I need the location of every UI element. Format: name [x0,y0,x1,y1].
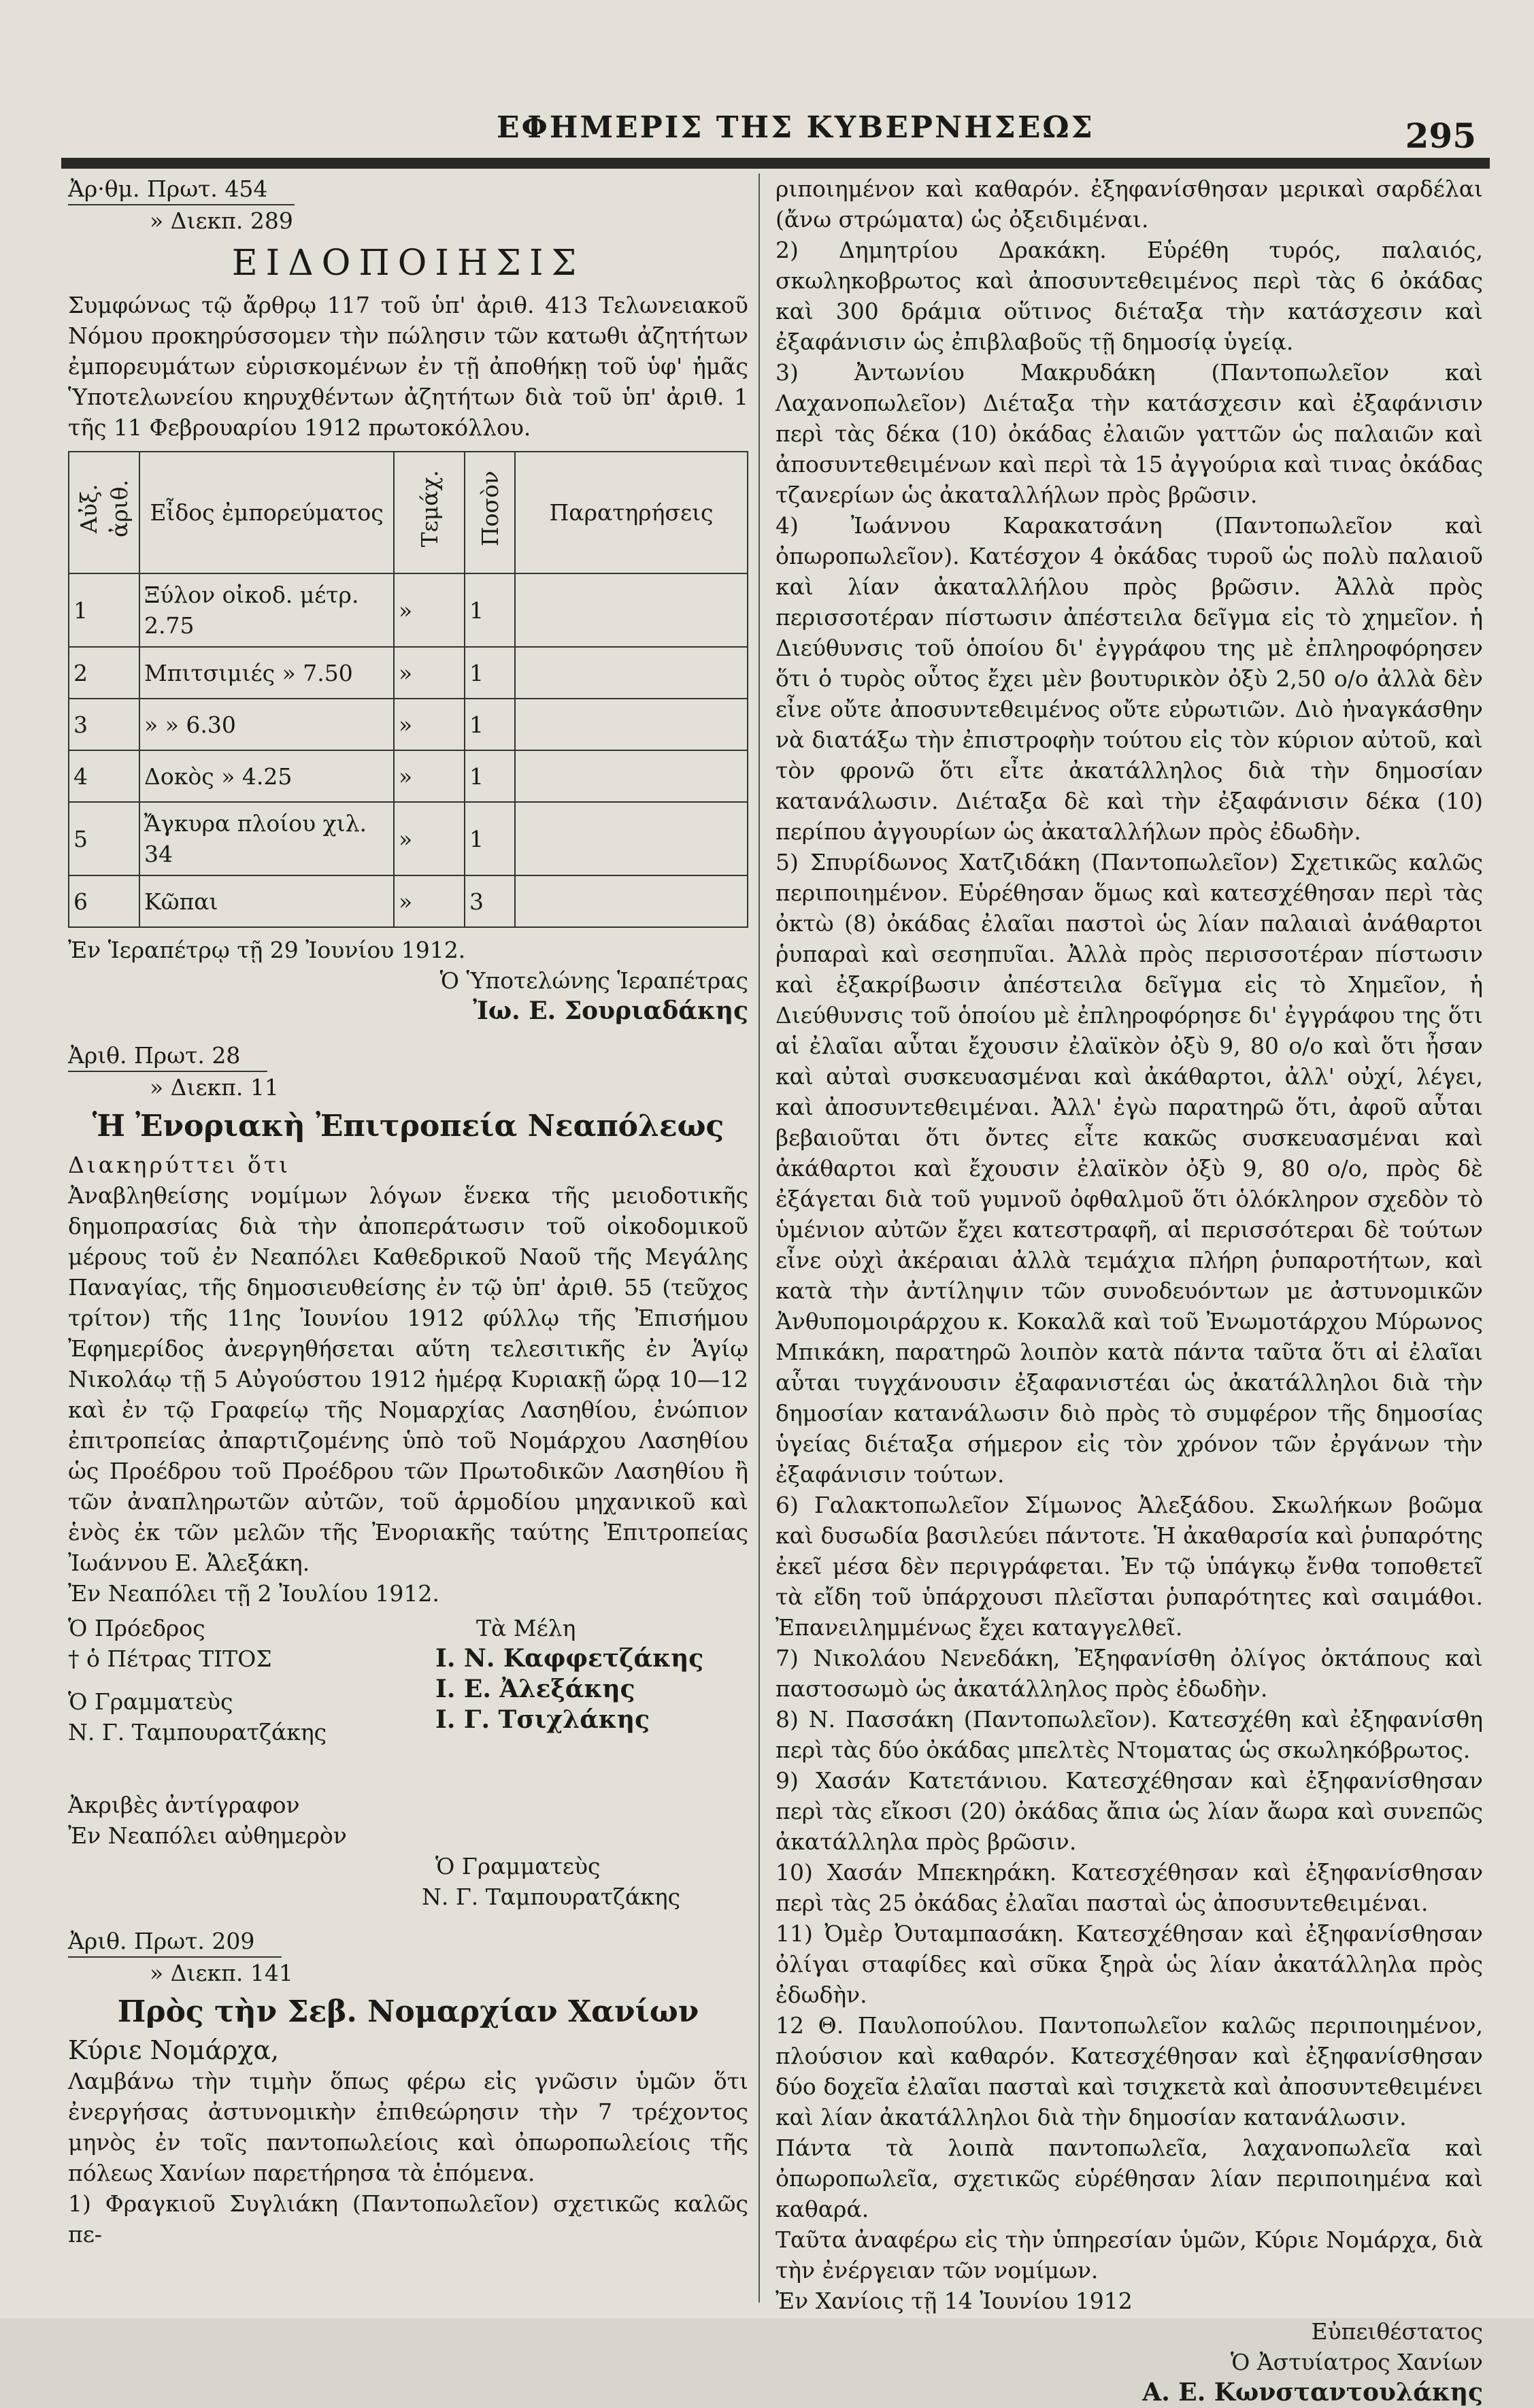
report-paragraph: 2) Δημητρίου Δρακάκη. Εὑρέθη τυρός, παλαιός, σκωληκοβρωτος καὶ ἀποσυντεθειμένος περὶ τὰς 6 ὀκάδας καὶ 300 δράμια οὕτινος διέταξα τὴν κατάσχεσιν καὶ ἐξαφάνισιν ὡς ἐπιβλαβοῦς τῇ δημοσίᾳ ὑγείᾳ. [776,237,1483,355]
report-paragraph: ριποιημένον καὶ καθαρόν. ἐξηφανίσθησαν μερικαὶ σαρδέλαι (ἄνω στρώματα) ὡς ὀξειδιμέναι. [776,175,1483,233]
member-name: Ι. Ν. Καφφετζάκης [435,1644,704,1673]
closing: Εὐπειθέστατος [1311,2318,1483,2345]
report-paragraph: 12 Θ. Παυλοπούλου. Παντοπωλεῖον καλῶς περιποιημένον, πλούσιον καὶ καθαρόν. Κατεσχέθησαν καὶ ἐξηφανίσθησαν δύο δοχεῖα ἐλαῖαι πασταὶ καὶ τσιχκετὰ καὶ ἀποσυντεθειμένει καὶ λίαν ἀκατάλληλοι διὰ τὴν δημοσίαν κατανάλωσιν. [776,2012,1483,2130]
cell: 3 [465,875,515,927]
notice-body: Λαμβάνω τὴν τιμὴν ὅπως φέρω εἰς γνῶσιν ὑμῶν ὅτι ἐνεργήσας ἀστυνομικὴν ἐπιθεώρησιν τὴν 7 τρέχοντος μηνὸς ἐν τοῖς παντοπωλείοις καὶ ὀπωροπωλείοις τῆς πόλεως Χανίων παρετήρησα τὰ ἑπόμενα. [68,2068,748,2186]
president-label: Ὁ Πρόεδρος [68,1615,205,1641]
cell: Ἄγκυρα πλοίου χιλ. 34 [139,802,394,875]
cell [515,699,748,750]
announce-line: Διακηρύττει ὅτι [68,1152,291,1178]
goods-table [68,451,748,928]
cell: 1 [465,699,515,750]
table-row [69,647,748,699]
report-item: 1) Φραγκιοῦ Συγλιάκη (Παντοπωλεῖον) σχετικῶς καλῶς πε- [68,2190,748,2247]
right-column [776,173,1483,2408]
table-row [69,802,748,875]
secretary-name: Ν. Γ. Ταμπουρατζάκης [68,1719,327,1745]
cell: Ξύλον οἰκοδ. μέτρ. 2.75 [139,573,394,647]
salutation: Κύριε Νομάρχα, [68,2035,280,2065]
cell: 3 [69,699,139,750]
report-paragraph: 10) Χασάν Μπεκηράκη. Κατεσχέθησαν καὶ ἐξηφανίσθησαν περὶ τὰς 25 ὀκάδας ἐλαῖαι πασταὶ ὡς ἀποσυντεθειμέναι. [776,1859,1483,1916]
cell: 1 [69,573,139,647]
cell: Μπιτσιμιές » 7.50 [139,647,394,699]
column-header: Τεμάχ. [394,452,465,573]
cell [515,802,748,875]
cell: » [394,750,465,802]
cell [515,573,748,647]
report-paragraph: Ταῦτα ἀναφέρω εἰς τὴν ὑπηρεσίαν ὑμῶν, Κύριε Νομάρχα, διὰ τὴν ἐνέργειαν τῶν νομίμων. [776,2226,1483,2284]
president-block [68,1613,327,1748]
place-date: Ἐν Ἱεραπέτρῳ τῇ 29 Ἰουνίου 1912. [68,937,466,963]
place-date: Ἐν Νεαπόλει τῇ 2 Ἰουλίου 1912. [68,1580,439,1607]
copy-note: Ἐν Νεαπόλει αὐθημερὸν [68,1822,347,1849]
report-paragraph: 8) Ν. Πασσάκη (Παντοπωλεῖον). Κατεσχέθη καὶ ἐξηφανίσθη περὶ τὰς δύο ὀκάδας μπελτὲς Ντοματας ὡς σκωληκόβρωτος. [776,1706,1483,1763]
signer-title: Ὁ Ὑποτελώνης Ἱεραπέτρας [439,967,748,994]
report-paragraph: 7) Νικολάου Νενεδάκη, Ἐξηφανίσθη ὀλίγος ὀκτάπους καὶ παστοσωμὸ ὡς ἀκατάλληλος πρὸς ἐδωδὴν. [776,1645,1483,1702]
cell: 2 [69,647,139,699]
dispatch-number: » Διεκπ. 141 [150,1960,293,1986]
notice-body: Ἀναβληθείσης νομίμων λόγων ἕνεκα τῆς μειοδοτικῆς δημοπρασίας διὰ τὴν ἀποπεράτωσιν τοῦ οἰκοδομικοῦ μέρους τοῦ ἐν Νεαπόλει Καθεδρικοῦ Ναοῦ τῆς Μεγάλης Παναγίας, τῆς δημοσιευθείσης ἐν τῷ ὑπ' ἀριθ. 55 (τεῦχος τρίτον) τῆς 11ης Ἰουνίου 1912 φύλλῳ τῆς Ἐπισήμου Ἐφημερίδος ἀνεργηθήσεται αὕτη τελεσιτικῆς ἐν Ἁγίῳ Νικολάῳ τῇ 5 Αὐγούστου 1912 ἡμέρᾳ Κυριακῇ ὥρᾳ 10—12 καὶ ἐν τῷ Γραφείῳ τῆς Νομαρχίας Λασηθίου, ἐνώπιον ἐπιτροπείας ἀπαρτιζομένης ὑπὸ τοῦ Νομάρχου Λασηθίου ὡς Προέδρου τοῦ Προέδρου τῶν Πρωτοδικῶν Λασηθίου ἢ τῶν ἀναπληρωτῶν αὐτῶν, τοῦ ἁρμοδίου μηχανικοῦ καὶ ἑνὸς ἐκ τῶν μελῶν τῆς Ἐνοριακῆς ταύτης Ἐπιτροπείας Ἰωάννου Ε. Ἀλεξάκη. [68,1182,748,1576]
cell: » [394,802,465,875]
cell: » [394,875,465,927]
table-row [69,699,748,750]
protocol-number: Ἀριθ. Πρωτ. 209 [68,1926,748,1958]
secretary-label: Ὁ Γραμματεὺς [435,1853,601,1879]
dispatch-number: » Διεκπ. 289 [150,207,293,234]
gazette-title: ΕΦΗΜΕΡΙΣ ΤΗΣ ΚΥΒΕΡΝΗΣΕΩΣ [497,110,1095,145]
report-paragraph: 11) Ὀμὲρ Ὀυταμπασάκη. Κατεσχέθησαν καὶ ἐξηφανίσθησαν ὀλίγαι σταφίδες καὶ σῦκα ξηρὰ ὡς λίαν ἀκατάλληλα πρὸς ἐδωδὴν. [776,1920,1483,2008]
cell: » [394,647,465,699]
cell: » [394,573,465,647]
left-column [68,173,748,2250]
report-paragraph: 5) Σπυρίδωνος Χατζιδάκη (Παντοπωλεῖον) Σχετικῶς καλῶς περιποιημένον. Εὑρέθησαν ὅμως καὶ κατεσχέθησαν περὶ τὰς ὀκτὼ (8) ὀκάδας ἐλαῖαι παστοὶ ὡς λίαν παλαιαὶ ἀνάθαρτοι ῥυπαραὶ καὶ σεσηπυῖαι. Ἀλλὰ πρὸς περισσοτέραν πίστωσιν καὶ ἐξακρίβωσιν ἀπέστειλα δεῖγμα εἰς τὸ Χημεῖον, ἡ Διεύθυνσις τοῦ ὁποίου μὲ ἐπληροφόρησε δι' ἐγγράφου της ὅτι αἱ ἐλαῖαι αὗται ἔχουσιν ἐλαϊκὸν ὀξὺ 9, 80 ο/ο καὶ ὅτι ἦσαν καὶ αὐταὶ συσκευασμέναι καὶ ἀκάθαρτοι, ἀλλ' οὐχί, λέγει, καὶ ἀποσυντεθειμέναι. Ἀλλ' ἐγὼ παρατηρῶ ὅτι, ἀφοῦ αὗται βεβαιοῦται ὅτι ὄντες εἶτε κακῶς συσκευασμέναι καὶ ἀκάθαρτοι καὶ ἔχουσιν ἐλαϊκὸν ὀξὺ 9, 80 ο/ο, πρὸς δὲ ἐξάγεται διὰ τοῦ γυμνοῦ ὀφθαλμοῦ ὅτι ὁλόκληρον σχεδὸν τὸ ὑμένιον αὐτῶν ἔχει κατεστραφῆ, αἱ περισσότεραι δὲ τούτων εἶνε οὐχὶ ἀκέραιαι ἀλλὰ τεμάχια πλήρη ῥυπαροτήτων, καὶ κατὰ τὴν ἀντίληψιν τῶν συνοδευόντων με ἀστυνομικῶν Ἀνθυπομοιράρχου κ. Κοκαλᾶ καὶ τοῦ Ἐνωμοτάρχου Μύρωνος Μπικάκη, παρατηρῶ λοιπὸν κατὰ πάντα ταῦτα ὅτι αἱ ἐλαῖαι αὗται τυγχάνουσιν ἐξαφανιστέαι ὡς ἀκατάλληλοι διὰ τὴν δημοσίαν κατανάλωσιν διὸ πρὸς τὸ συμφέρον τῆς δημοσίας ὑγείας διέταξα σήμερον εἰς τὸν χρόνον τῶν ἐργάνων τὴν ἐξαφάνισιν τούτων. [776,849,1483,1488]
copy-note: Ἀκριβὲς ἀντίγραφον [68,1792,300,1818]
report-paragraph: Πάντα τὰ λοιπὰ παντοπωλεῖα, λαχανοπωλεῖα καὶ ὀπωροπωλεῖα, σχετικῶς εὑρέθησαν λίαν περιποιημένα καὶ καθαρά. [776,2135,1483,2222]
signer-name: Α. Ε. Κωνσταντουλάκης [1142,2378,1483,2407]
cell [515,750,748,802]
page-header [61,95,1490,156]
protocol-number: Ἀρ·θμ. Πρωτ. 454 [68,173,748,205]
dispatch-number: » Διεκπ. 11 [150,1074,279,1101]
header-rule [61,158,1490,169]
members-block [435,1613,703,1735]
secretary-name: Ν. Γ. Ταμπουρατζάκης [422,1884,681,1910]
cell: 6 [69,875,139,927]
cell [515,875,748,927]
signatures-block [68,1613,748,1790]
signer-title: Ὁ Ἀστυίατρος Χανίων [1231,2349,1483,2375]
report-paragraph: 6) Γαλακτοπωλεῖον Σίμωνος Ἀλεξάδου. Σκωλήκων βοῶμα καὶ δυσωδία βασιλεύει πάντοτε. Ἡ ἀκαθαρσία καὶ ῥυπαρότης ἐκεῖ μέσα δὲν περιγράφεται. Ἐν τῷ ὑπάγκῳ ἔνθα τοποθετεῖ τὰ εἴδη τοῦ ὑπάρχουσι πλεῖσται ῥυπαρότητες καὶ σαιμάθοι. Ἐπανειλημμένως ἔχει καταγγελθεῖ. [776,1492,1483,1641]
table-header-row [69,452,748,573]
cell: 1 [465,802,515,875]
place-date: Ἐν Χανίοις τῇ 14 Ἰουνίου 1912 [776,2288,1133,2314]
cell: » » 6.30 [139,699,394,750]
cell: » [394,699,465,750]
cell: 1 [465,647,515,699]
member-name: Ι. Γ. Τσιχλάκης [435,1705,650,1734]
column-header: Παρατηρήσεις [515,452,748,573]
cell [515,647,748,699]
column-divider [758,173,760,2303]
table-row [69,750,748,802]
cell: 4 [69,750,139,802]
report-paragraph: 4) Ἰωάννου Καρακατσάνη (Παντοπωλεῖον καὶ ὀπωροπωλεῖον). Κατέσχον 4 ὀκάδας τυροῦ ὡς πολὺ παλαιοῦ καὶ λίαν ἀκαταλλήλου πρὸς βρῶσιν. Ἀλλὰ πρὸς περισσοτέραν πίστωσιν ἀπέστειλα δεῖγμα εἰς τὸ χημεῖον. ἡ Διεύθυνσις τοῦ ὁποίου δι' ἐγγράφου της μὲ ἐπληροφόρησεν ὅτι ὁ τυρὸς οὗτος ἔχει μὲν βουτυρικὸν ὀξὺ 2,50 ο/ο ἀλλὰ δὲν εἶνε οὔτε ἀποσυντεθειμένος οὔτε εὐρωτιῶν. Διὸ ἠναγκάσθην νὰ διατάξω τὴν ἐπιστροφὴν τούτου εἰς τὸν κύριον αὐτοῦ, καὶ τὸν φρονῶ ὅτι εἶτε ἀκατάλληλος διὰ τὴν δημοσίαν κατανάλωσιν. Διέταξα δὲ καὶ τὴν ἐξαφάνισιν δέκα (10) περίπου ἀγγουρίων ὡς ἀκαταλλήλων πρὸς ἐδωδὴν. [776,512,1483,845]
cell: 1 [465,573,515,647]
notice-body: Συμφώνως τῷ ἄρθρῳ 117 τοῦ ὑπ' ἀριθ. 413 Τελωνειακοῦ Νόμου προκηρύσσομεν τὴν πώλησιν τῶν κατωθι ἀζητήτων ἐμπορευμάτων εὑρισκομένων ἐν τῇ ἀποθήκῃ τοῦ ὑφ' ἡμᾶς Ὑποτελωνείου κηρυχθέντων ἀζητήτων διὰ τοῦ ὑπ' ἀριθ. 1 τῆς 11 Φεβρουαρίου 1912 πρωτοκόλλου. [68,292,748,441]
president-name: † ὁ Πέτρας ΤΙΤΟΣ [68,1645,272,1672]
cell: 1 [465,750,515,802]
notice-heading: ΕΙΔΟΠΟΙΗΣΙΣ [231,243,585,284]
members-label: Τὰ Μέλη [476,1615,576,1641]
cell: Κῶπαι [139,875,394,927]
signer-name: Ἰω. Ε. Σουριαδάκης [473,997,748,1025]
cell: Δοκὸς » 4.25 [139,750,394,802]
report-paragraph: 3) Ἀντωνίου Μακρυδάκη (Παντοπωλεῖον καὶ Λαχανοπωλεῖον) Διέταξα τὴν κατάσχεσιν καὶ ἐξαφάνισιν περὶ τὰς δέκα (10) ὀκάδας ἐλαιῶν γαττῶν ὡς παλαιῶν καὶ ἀποσυντεθειμένων καὶ περὶ τὰ 15 ἀγγούρια καὶ τινας ὀκάδας τζανερίων ὡς ἀκαταλλήλων πρὸς βρῶσιν. [776,359,1483,508]
protocol-number: Ἀριθ. Πρωτ. 28 [68,1040,748,1072]
page-number: 295 [1405,116,1476,156]
notice-heading: Ἡ Ἐνοριακὴ Ἐπιτροπεία Νεαπόλεως [92,1109,724,1143]
member-name: Ι. Ε. Ἀλεξάκης [435,1675,635,1703]
report-paragraph: 9) Χασάν Κατετάνιου. Κατεσχέθησαν καὶ ἐξηφανίσθησαν περὶ τὰς εἴκοσι (20) ὀκάδας ἄπια ὡς λίαν ἄωρα καὶ συνεπῶς ἀκατάλληλα πρὸς βρῶσιν. [776,1767,1483,1855]
cell: 5 [69,802,139,875]
secretary-label: Ὁ Γραμματεὺς [68,1688,233,1715]
column-header: Εἶδος ἐμπορεύματος [139,452,394,573]
table-row [69,573,748,647]
notice-heading: Πρὸς τὴν Σεβ. Νομαρχίαν Χανίων [117,1994,699,2029]
table-row [69,875,748,927]
column-header: Ποσὸν [465,452,515,573]
column-header: Αὐξ. ἀριθ. [69,452,139,573]
